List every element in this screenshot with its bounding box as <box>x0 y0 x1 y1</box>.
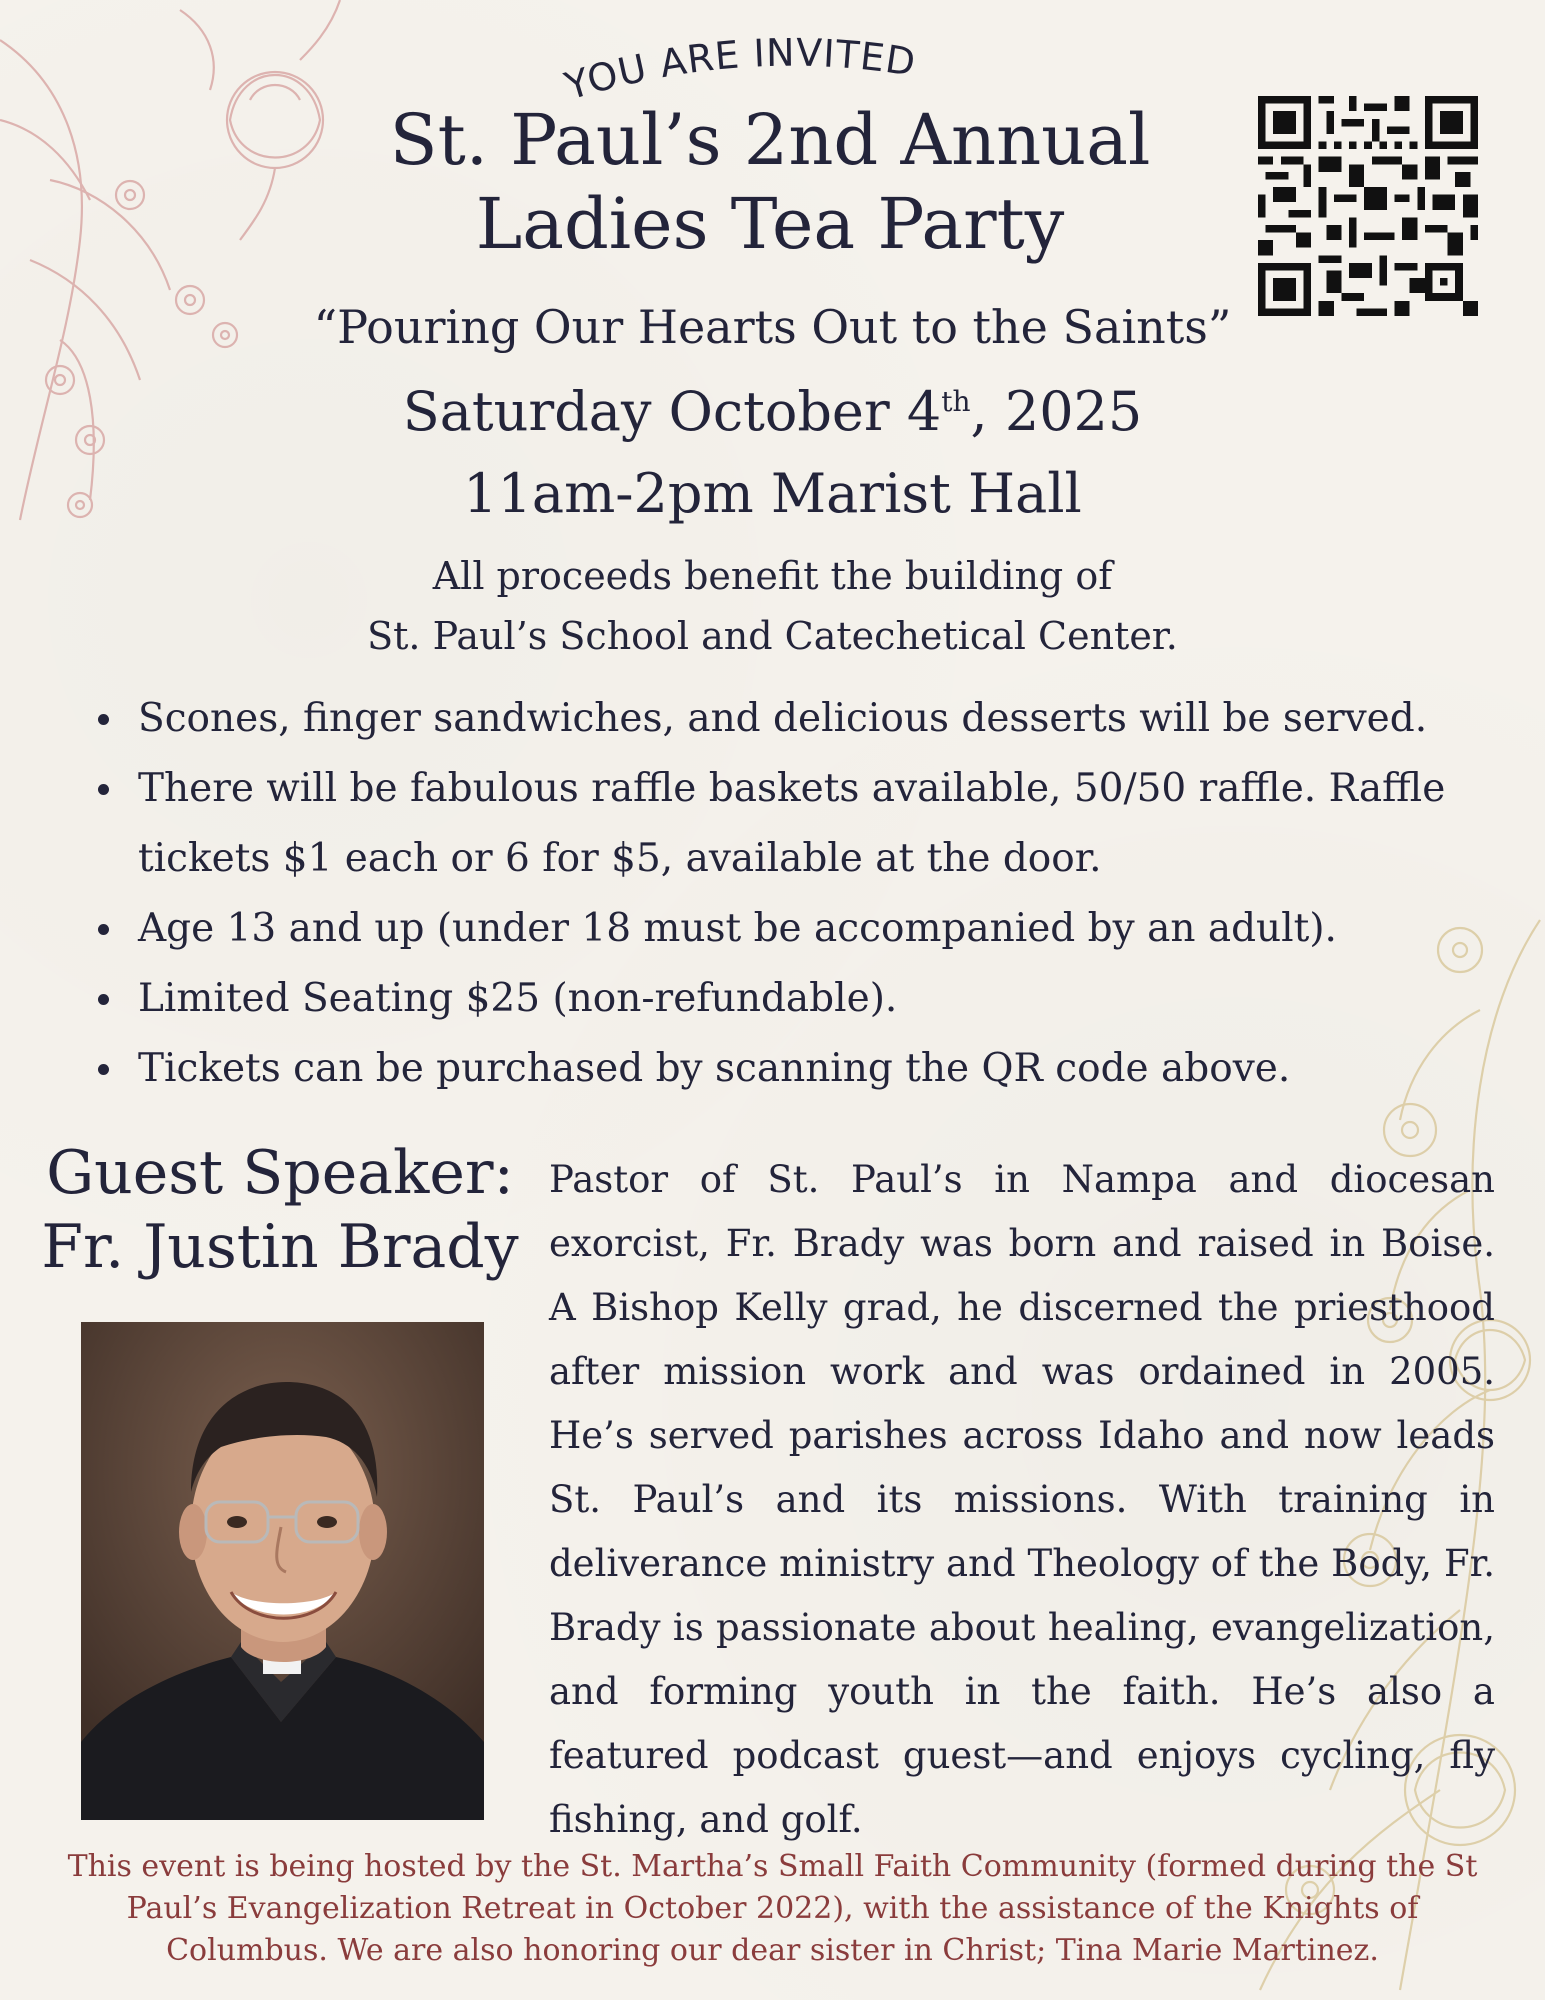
event-date-suffix: th <box>941 385 971 418</box>
event-title-line2: Ladies Tea Party <box>475 183 1065 265</box>
curved-invited-text <box>560 28 980 108</box>
event-date-main: Saturday October 4 <box>402 380 942 443</box>
event-date-year: , 2025 <box>970 380 1143 443</box>
host-acknowledgement: This event is being hosted by the St. Martha’s Small Faith Community (formed during the St Paul’s Evangelization Retreat in October 2022), with the assistance of the Knights of Columbus. We are also honoring our dear sister in Christ; Tina Marie Martinez. <box>67 1849 1478 1968</box>
speaker-photo <box>81 1322 484 1820</box>
list-item: Limited Seating $25 (non-refundable). <box>138 964 1538 1034</box>
list-item: Scones, finger sandwiches, and delicious desserts will be served. <box>138 684 1538 754</box>
event-title-line1: St. Paul’s 2nd Annual <box>389 99 1151 181</box>
guest-speaker-name: Fr. Justin Brady <box>41 1212 519 1282</box>
list-item: Age 13 and up (under 18 must be accompanied by an adult). <box>138 894 1538 964</box>
svg-text:YOU ARE INVITED <box>560 31 919 108</box>
proceeds-line1: All proceeds benefit the building of <box>432 554 1113 598</box>
proceeds-line2: St. Paul’s School and Catechetical Center. <box>367 614 1178 658</box>
speaker-bio: Pastor of St. Paul’s in Nampa and diocesan exorcist, Fr. Brady was born and raised in Boise. A Bishop Kelly grad, he discerned the priesthood after mission work and was ordained in 2005. He’s served parishes across Idaho and now leads St. Paul’s and its missions. With training in deliverance ministry and Theology of the Body, Fr. Brady is passionate about healing, evangelization, and forming youth in the faith. He’s also a featured podcast guest—and enjoys cycling, fly fishing, and golf. <box>549 1158 1495 1841</box>
event-date <box>0 380 1545 443</box>
list-item: Tickets can be purchased by scanning the QR code above. <box>138 1034 1538 1104</box>
event-time-place: 11am-2pm Marist Hall <box>463 462 1082 525</box>
qr-code-icon[interactable] <box>1258 96 1478 316</box>
event-theme: “Pouring Our Hearts Out to the Saints” <box>313 300 1232 354</box>
event-details-list <box>90 684 1538 1104</box>
invited-text: YOU ARE INVITED <box>560 30 920 108</box>
guest-speaker-heading <box>40 1136 520 1284</box>
speaker-portrait-icon <box>81 1322 484 1820</box>
proceeds-note <box>0 546 1545 666</box>
list-item: There will be fabulous raffle baskets available, 50/50 raffle. Raffle tickets $1 each or 6 for $5, available at the door. <box>138 754 1538 894</box>
guest-speaker-label: Guest Speaker: <box>46 1138 514 1208</box>
you-are-invited-heading <box>560 28 980 108</box>
